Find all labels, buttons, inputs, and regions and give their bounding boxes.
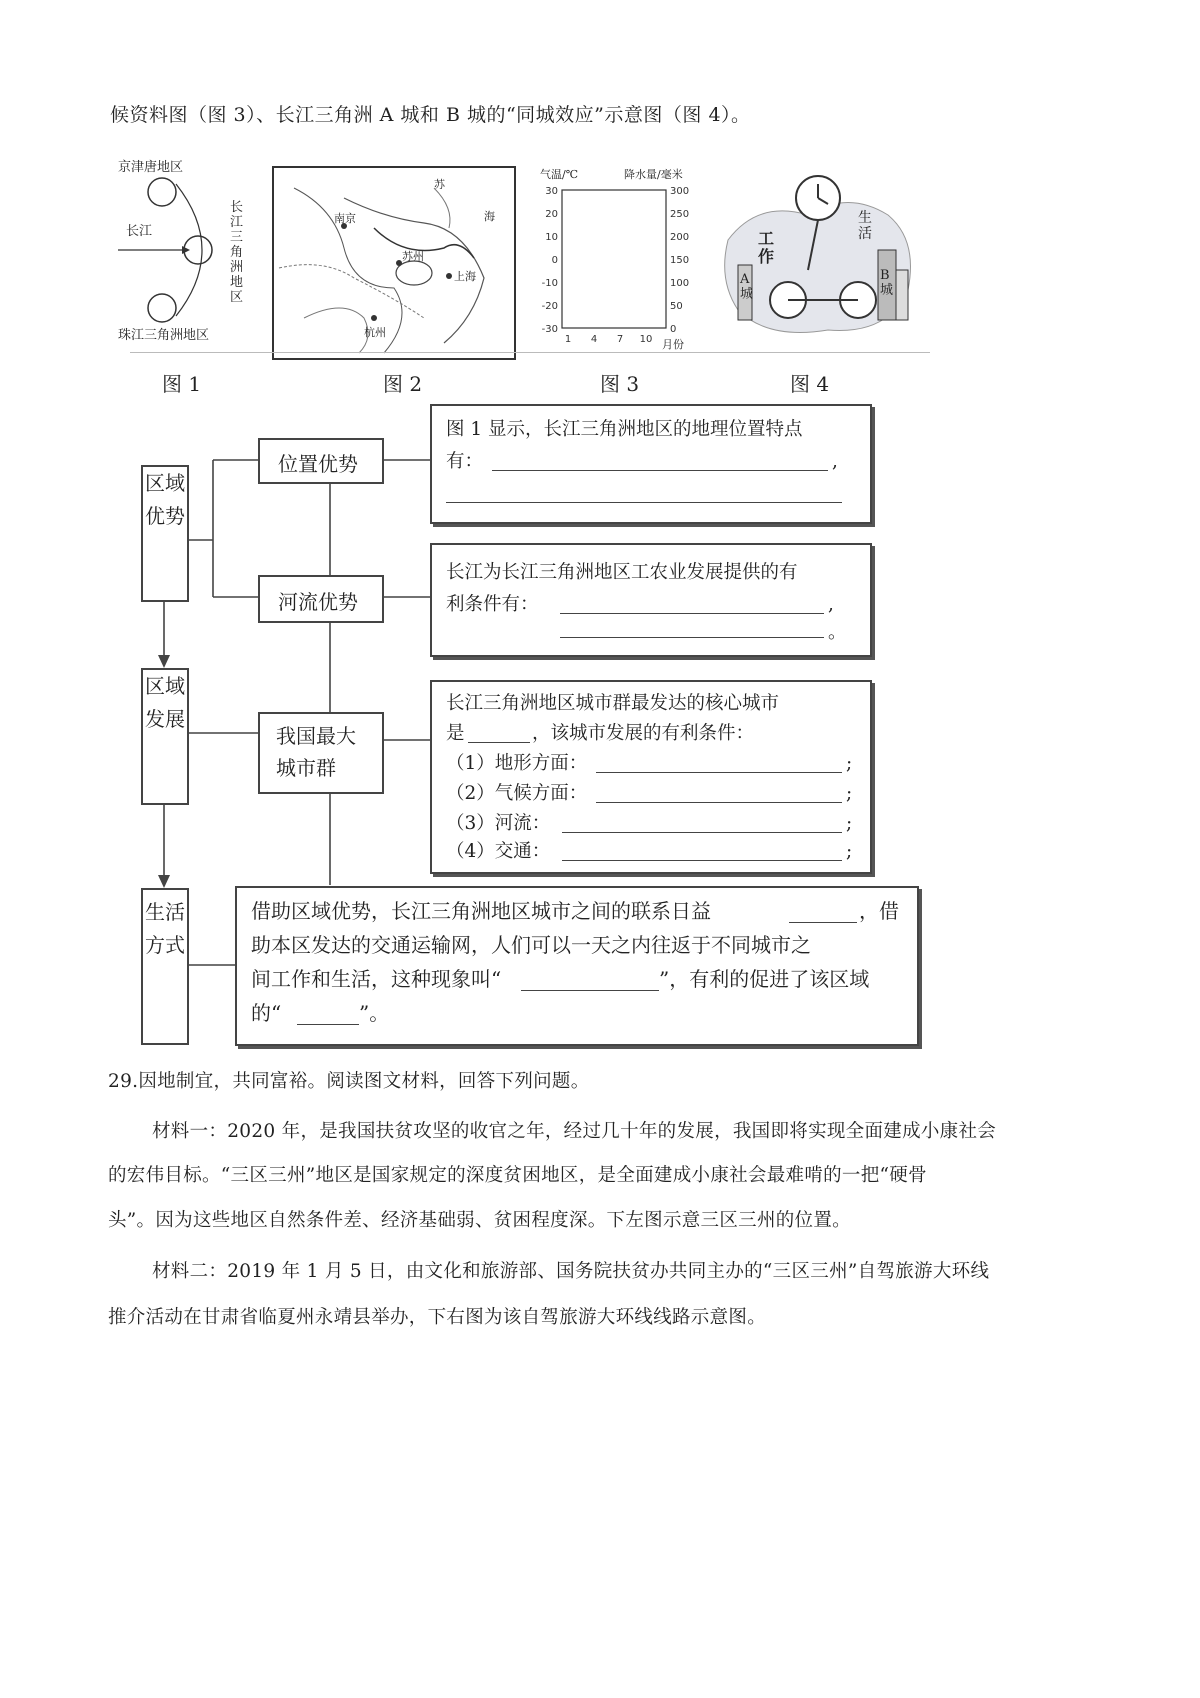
- fig3-right-tick: 50: [670, 301, 683, 312]
- location-advantage-box: [258, 438, 384, 484]
- box3-item2: （2）气候方面：: [446, 783, 588, 804]
- fig3-left-tick: -10: [541, 278, 558, 289]
- fig2-jiang: 苏: [434, 178, 445, 191]
- q29-material1-line2: 的宏伟目标。“三区三州”地区是国家规定的深度贫困地区，是全面建成小康社会最难啃的一把“硬骨: [108, 1165, 927, 1186]
- answer-box-city-group: 长江三角洲地区城市群最发达的核心城市 是 ，该城市发展的有利条件： （1）地形方面： ; （2）气候方面： ; （3）河流： ; （4）交通： ;: [430, 680, 872, 874]
- q29-material1-line1: 材料一：2020 年，是我国扶贫攻坚的收官之年，经过几十年的发展，我国即将实现全面建成小康社会: [152, 1121, 997, 1142]
- blank-climate[interactable]: [596, 802, 842, 803]
- blank-connection[interactable]: [789, 922, 857, 923]
- fig4-work-label: 工作: [758, 229, 775, 266]
- region-advantage-box: [141, 465, 189, 602]
- fig3-left-axis-label: 气温/℃: [540, 168, 579, 181]
- box1-line1: 图 1 显示，长江三角洲地区的地理位置特点: [446, 419, 803, 440]
- region-development-label: 区域发展: [145, 674, 185, 731]
- blank-location-2[interactable]: [446, 502, 842, 503]
- fig3-x-tick: 7: [616, 334, 624, 345]
- fig1-bottom-label: 珠江三角洲地区: [118, 328, 210, 343]
- city-group-box: [258, 712, 384, 794]
- fig1-side-label: 长江三角洲地区: [230, 200, 244, 305]
- fig4-caption: 图 4: [790, 372, 830, 396]
- river-advantage-box: [258, 575, 384, 623]
- box4-line3: 间工作和生活，这种现象叫“: [251, 967, 502, 991]
- fig3-right-tick: 250: [670, 209, 690, 220]
- box3-item4: （4）交通：: [446, 841, 551, 862]
- blank-core-city[interactable]: [468, 742, 530, 743]
- location-advantage-label: 位置优势: [278, 452, 358, 476]
- fig3-x-tick: 10: [639, 334, 653, 345]
- fig4-life-label: 生活: [858, 210, 872, 242]
- fig4-a-city: A城: [740, 272, 754, 302]
- fig3-caption: 图 3: [600, 372, 640, 396]
- q29-material2-line2: 推介活动在甘肃省临夏州永靖县举办，下右图为该自驾旅游大环线线路示意图。: [108, 1307, 767, 1328]
- fig2-suzhou: 苏州: [402, 250, 424, 263]
- fig2-sea: 海: [484, 210, 495, 223]
- box1-line2: 有：: [446, 451, 484, 472]
- blank-transport[interactable]: [562, 860, 842, 861]
- lifestyle-box: [141, 888, 189, 1045]
- fig3-x-tick: 4: [590, 334, 598, 345]
- fig3-left-tick: 10: [545, 232, 558, 243]
- fig2-shanghai: 上海: [454, 270, 476, 283]
- fig3-right-tick: 0: [670, 324, 677, 335]
- box3-line1: 长江三角洲地区城市群最发达的核心城市: [446, 693, 780, 714]
- fig3-right-axis-label: 降水量/毫米: [624, 168, 683, 181]
- river-advantage-label: 河流优势: [278, 590, 358, 614]
- fig3-right-tick: 100: [670, 278, 690, 289]
- fig3-left-tick: 20: [545, 209, 558, 220]
- fig2-nanjing: 南京: [334, 212, 356, 225]
- box4-line1: 借助区域优势，长江三角洲地区城市之间的联系日益: [251, 899, 711, 923]
- fig3-right-tick: 300: [670, 186, 690, 197]
- box4-line3b: ”，有利的促进了该区域: [659, 967, 870, 991]
- box3-line2b: ，该城市发展的有利条件：: [532, 723, 755, 744]
- box4-line2: 助本区发达的交通运输网，人们可以一天之内往返于不同城市之: [251, 933, 811, 957]
- box4-line1b: ，借: [859, 899, 899, 923]
- blank-river-2[interactable]: [560, 637, 824, 638]
- fig2-hangzhou: 杭州: [364, 326, 386, 339]
- box4-line4b: ”。: [359, 1001, 390, 1025]
- fig3-left-tick: 0: [551, 255, 558, 266]
- fig4-b-city: B城: [880, 268, 894, 298]
- region-development-box: [141, 668, 189, 805]
- box4-line4: 的“: [251, 1001, 282, 1025]
- fig1-river-label: 长江: [126, 224, 153, 239]
- answer-box-location: 图 1 显示，长江三角洲地区的地理位置特点 有： ,: [430, 404, 872, 524]
- box3-item1: （1）地形方面：: [446, 753, 588, 774]
- lifestyle-label: 生活方式: [145, 900, 185, 957]
- intro-text: 候资料图（图 3）、长江三角洲 A 城和 B 城的“同城效应”示意图（图 4）。: [110, 104, 751, 126]
- blank-river-1[interactable]: [560, 613, 824, 614]
- box3-item3: （3）河流：: [446, 813, 551, 834]
- box2-line2: 利条件有：: [446, 594, 539, 615]
- fig3-left-tick: -30: [541, 324, 558, 335]
- fig3-x-tick: 1: [564, 334, 572, 345]
- fig3-x-unit: 月份: [662, 338, 684, 351]
- blank-terrain[interactable]: [596, 772, 842, 773]
- fig2-caption: 图 2: [383, 372, 423, 396]
- box3-line2: 是: [446, 723, 465, 744]
- q29-material2-line1: 材料二：2019 年 1 月 5 日，由文化和旅游部、国务院扶贫办共同主办的“三区三州”自驾旅游大环线: [152, 1261, 990, 1282]
- blank-region-term[interactable]: [297, 1024, 359, 1025]
- city-group-label: 我国最大城市群: [276, 724, 356, 780]
- blank-location-1[interactable]: [492, 470, 828, 471]
- fig1-caption: 图 1: [162, 372, 202, 396]
- fig3-right-tick: 200: [670, 232, 690, 243]
- q29-material1-line3: 头”。因为这些地区自然条件差、经济基础弱、贫困程度深。下左图示意三区三州的位置。: [108, 1210, 851, 1231]
- answer-box-lifestyle: [235, 886, 919, 1046]
- blank-river-city[interactable]: [562, 832, 842, 833]
- q29-title: 29.因地制宜，共同富裕。阅读图文材料，回答下列问题。: [108, 1071, 590, 1092]
- answer-box-river: 长江为长江三角洲地区工农业发展提供的有 利条件有： , 。: [430, 543, 872, 657]
- fig1-top-label: 京津唐地区: [118, 160, 184, 175]
- fig3-left-tick: -20: [541, 301, 558, 312]
- fig3-right-tick: 150: [670, 255, 690, 266]
- blank-phenomenon[interactable]: [521, 990, 659, 991]
- region-advantage-label: 区域优势: [145, 471, 185, 528]
- box2-line1: 长江为长江三角洲地区工农业发展提供的有: [446, 562, 798, 583]
- fig3-left-tick: 30: [545, 186, 558, 197]
